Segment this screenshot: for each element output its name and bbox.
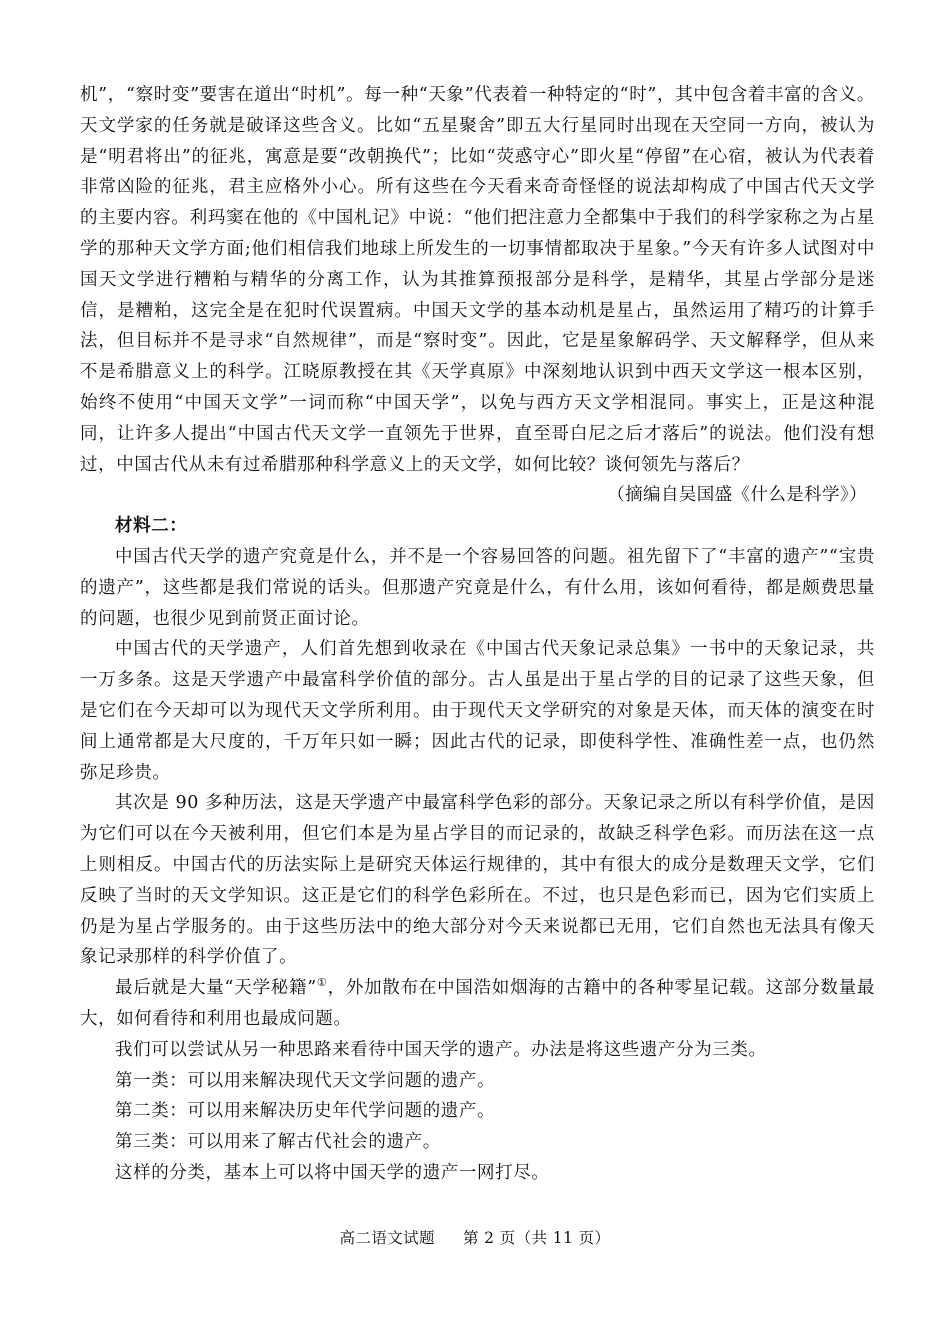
material2-conclusion: 这样的分类，基本上可以将中国天学的遗产一网打尽。 — [115, 1162, 550, 1183]
material1-source: （摘编自吴国盛《什么是科学》） — [607, 485, 867, 506]
material2-paragraph-1: 中国古代天学的遗产究竟是什么，并不是一个容易回答的问题。祖先留下了“丰富的遗产”“宝贵的遗产”，这些都是我们常说的话头。但那遗产究竟是什么，有什么用，该如何看待，都是颇费思量的问题，也很少见到前贤正面讨论。 — [80, 546, 875, 629]
material2-paragraph-3: 其次是 90 多种历法，这是天学遗产中最富科学色彩的部分。天象记录之所以有科学价值，是因为它们可以在今天被利用，但它们本是为星占学目的而记录的，故缺乏科学色彩。而历法在这一点上则相反。中国古代的历法实际上是研究天体运行规律的，其中有很大的成分是数理天文学，它们反映了当时的天文学知识。这正是它们的科学色彩所在。不过，也只是色彩而已，因为它们实质上仍是为星占学服务的。由于这些历法中的绝大部分对今天来说都已无用，它们自然也无法具有像天象记录那样的科学价值了。 — [80, 793, 875, 968]
page-number: 第 2 页（共 11 页） — [462, 1229, 611, 1247]
material2-paragraph-try: 我们可以尝试从另一种思路来看待中国天学的遗产。办法是将这些遗产分为三类。 — [115, 1039, 767, 1060]
material2-heading: 材料二： — [115, 516, 188, 537]
material2-paragraph-2: 中国古代的天学遗产，人们首先想到收录在《中国古代天象记录总集》一书中的天象记录，共一万多条。这是天学遗产中最富科学价值的部分。古人虽是出于星占学的目的记录了这些天象，但是它们在今天却可以为现代天文学所利用。由于现代天文学研究的对象是天体，而天体的演变在时间上通常都是大尺度的，千万年只如一瞬；因此古代的记录，即使科学性、准确性差一点，也仍然弥足珍贵。 — [80, 639, 875, 783]
category-3: 第三类：可以用来了解古代社会的遗产。 — [115, 1132, 441, 1153]
secret-books-text-start: 最后就是大量“天学秘籍” — [115, 978, 317, 999]
secret-books-text-end: ，外加散布在中国浩如烟海的古籍中的各种零星记载。这部分数量最大，如何看待和利用也最成问题。 — [80, 978, 876, 1029]
page-footer — [0, 1226, 950, 1248]
material1-paragraph: 机”，“察时变”要害在道出“时机”。每一种“天象”代表着一种特定的“时”，其中包含着丰富的含义。天文学家的任务就是破译这些含义。比如“五星聚舍”即五大行星同时出现在天空同一方向，被认为是“明君将出”的征兆，寓意是要“改朝换代”；比如“荧惑守心”即火星“停留”在心宿，被认为代表着非常凶险的征兆，君主应格外小心。所有这些在今天看来奇奇怪怪的说法却构成了中国古代天文学的主要内容。利玛窦在他的《中国札记》中说：“他们把注意力全都集中于我们的科学家称之为占星学的那种天文学方面;他们相信我们地球上所发生的一切事情都取决于星象。”今天有许多人试图对中国天文学进行糟粕与精华的分离工作，认为其推算预报部分是科学，是精华，其星占学部分是迷信，是糟粕，这完全是在犯时代误置病。中国天文学的基本动机是星占，虽然运用了精巧的计算手法，但目标并不是寻求“自然规律”，而是“察时变”。因此，它是星象解码学、天文解释学，但从来不是希腊意义上的科学。江晓原教授在其《天学真原》中深刻地认识到中西天文学这一根本区别，始终不使用“中国天文学”一词而称“中国天学”，以免与西方天文学相混同。事实上，正是这种混同，让许多人提出“中国古代天文学一直领先于世界，直至哥白尼之后才落后”的说法。他们没有想过，中国古代从未有过希腊那种科学意义上的天文学，如何比较？谈何领先与落后？ — [80, 85, 875, 475]
material2-paragraph-secret-books — [80, 973, 875, 1035]
document-page — [80, 80, 875, 1189]
category-1: 第一类：可以用来解决现代天文学问题的遗产。 — [115, 1070, 496, 1091]
footnote-marker: ① — [316, 976, 328, 990]
category-2: 第二类：可以用来解决历史年代学问题的遗产。 — [115, 1101, 496, 1122]
exam-title: 高二语文试题 — [339, 1229, 435, 1247]
